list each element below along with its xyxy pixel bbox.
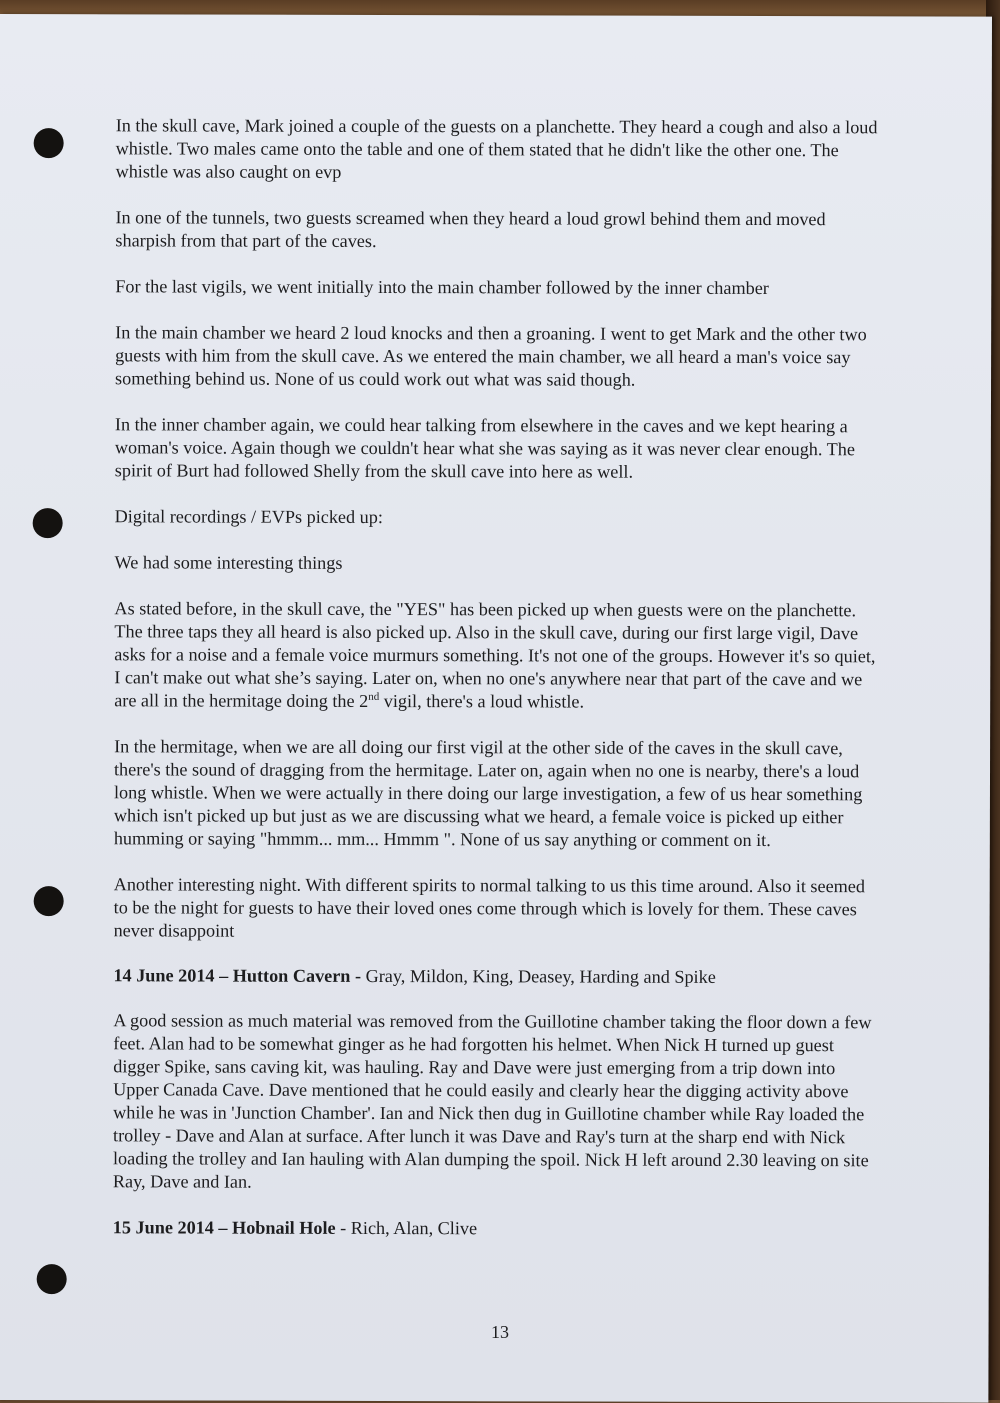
- entry-heading-hutton-cavern: [113, 964, 881, 989]
- paragraph-hermitage: In the hermitage, when we are all doing our first vigil at the other side of the caves in the skull cave, there's the sound of dragging from the hermitage. Later on, again when no one is nearby, there's a loud long whistle. When we were actually in there doing our large investigation, a few of us hear something which isn't picked up but just as we are discussing what we heard, a female voice is picked up either humming or saying "hmmm... mm... Hmmm ". None of us say anything or comment on it.: [113, 736, 863, 851]
- paragraph-tunnels: In one of the tunnels, two guests screamed when they heard a loud growl behind them and moved sharpish from that part of the caves.: [115, 207, 826, 251]
- entry-heading-hobnail-hole: [113, 1216, 881, 1241]
- paragraph-interesting-things: We had some interesting things: [114, 552, 343, 573]
- entry-date-location: 15 June 2014 – Hobnail Hole: [112, 1217, 336, 1238]
- paragraph-evp-heading: Digital recordings / EVPs picked up:: [114, 506, 383, 528]
- punch-hole-1: [34, 128, 64, 158]
- entry-body-hutton-cavern: A good session as much material was removed from the Guillotine chamber taking the floor down a few feet. Alan had to be somewhat ginger as he had forgotten his helmet. When Nick H turned up guest digger Spike, sans caving kit, was hauling. Ray and Dave were just emerging from a trip down into Upper Canada Cave. Dave mentioned that he could easily and clearly hear the digging activity above while he was in 'Junction Chamber'. Ian and Nick then dug in Guillotine chamber while Ray loaded the trolley - Dave and Alan at surface. After lunch it was Dave and Ray's turn at the sharp end with Nick loading the trolley and Ian hauling with Alan dumping the spoil. Nick H left around 2.30 leaving on site Ray, Dave and Ian.: [112, 1010, 872, 1192]
- punch-hole-3: [34, 886, 64, 916]
- entry-date-location: 14 June 2014 – Hutton Cavern -: [113, 965, 362, 986]
- paragraph-inner-chamber: In the inner chamber again, we could hear talking from elsewhere in the caves and we kept hearing a woman's voice. Again though we couldn't hear what she was saying as it was never clear enough. The spirit of Burt had followed Shelly from the skull cave into here as well.: [114, 414, 855, 482]
- entry-names: - Rich, Alan, Clive: [335, 1217, 478, 1239]
- paragraph-another-night: Another interesting night. With different spirits to normal talking to us this time around. Also it seemed to be the night for guests to have their loved ones come through which is lovely for them. These caves never disappoint: [113, 874, 866, 941]
- punch-hole-4: [37, 1264, 67, 1294]
- paragraph-last-vigils: For the last vigils, we went initially into the main chamber followed by the inner chamber: [115, 276, 769, 299]
- punch-hole-2: [33, 508, 63, 538]
- superscript-ordinal: nd: [368, 690, 380, 703]
- paragraph-text-part: vigil, there's a loud whistle.: [379, 690, 585, 712]
- paragraph-text-part: As stated before, in the skull cave, the "YES" has been picked up when guests were on the planchette. The three taps they all heard is also picked up. Also in the skull cave, during our first large vigil, Dave asks for a noise and a female voice murmurs something. It's not one of the groups. However it's so quiet, I can't make out what she’s saying. Later on, when no one's anywhere near that part of the cave and we are all in the hermitage doing the 2: [114, 598, 876, 711]
- paragraph-main-chamber: In the main chamber we heard 2 loud knocks and then a groaning. I went to get Mark and the other two guests with him from the skull cave. As we entered the main chamber, we all heard a man's voice say something behind us. None of us could work out what was said though.: [115, 322, 867, 390]
- document-page: [0, 14, 992, 1403]
- page-number: 13: [491, 1322, 509, 1342]
- paragraph-as-stated-before: [114, 597, 882, 714]
- entry-names: Gray, Mildon, King, Deasey, Harding and Spike: [361, 965, 716, 987]
- document-body: [113, 114, 884, 1264]
- paragraph-skull-cave: In the skull cave, Mark joined a couple of the guests on a planchette. They heard a cough and also a loud whistle. Two males came onto the table and one of them stated that he didn't like the other one. The whistle was also caught on evp: [115, 115, 878, 182]
